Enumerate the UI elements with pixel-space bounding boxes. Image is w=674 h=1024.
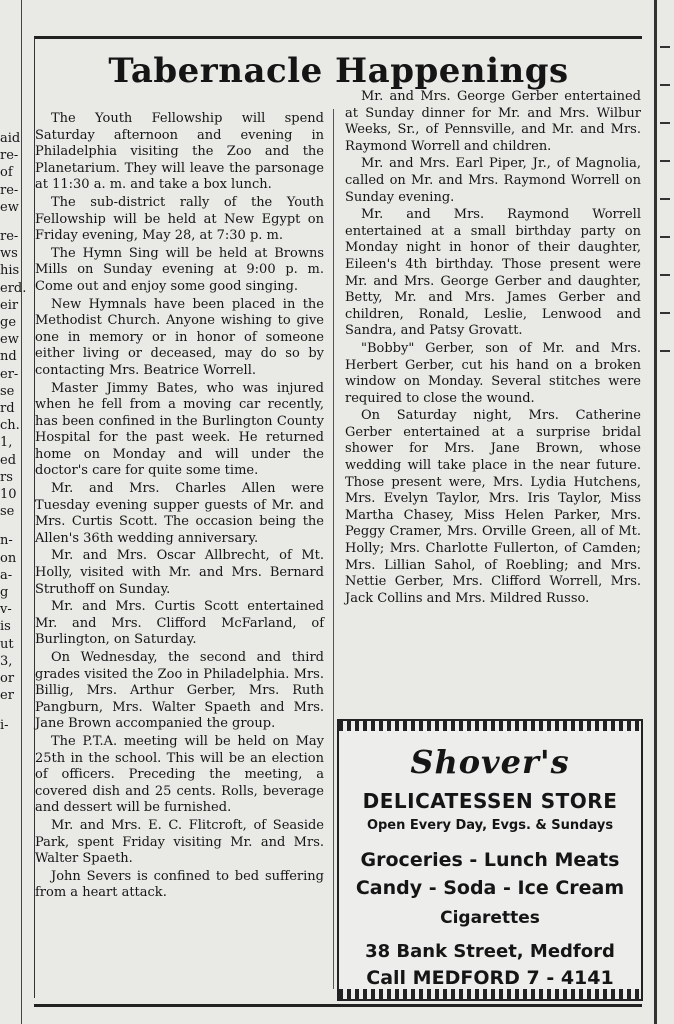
ad-store-name: Shover's [410, 743, 570, 781]
news-item: Mr. and Mrs. Earl Piper, Jr., of Magnolia, called on Mr. and Mrs. Raymond Worrell on Sunday evening. [345, 156, 641, 205]
ad-goods-line: Candy - Soda - Ice Cream [355, 877, 625, 899]
news-item: The Youth Fellowship will spend Saturday afternoon and evening in Philadelphia visiting the Zoo and the Planetarium. They will leave the parsonage at 11:30 a. m. and take a box lunch. [35, 111, 324, 193]
edge-fragment: se [0, 383, 15, 399]
edge-fragment: re- [0, 148, 19, 164]
edge-fragment: rd [0, 401, 15, 417]
edge-tick [660, 350, 670, 352]
edge-fragment: nd [0, 349, 17, 365]
edge-fragment: 10 [0, 487, 17, 503]
ad-phone: Call MEDFORD 7 - 4141 [366, 967, 614, 989]
news-item: On Wednesday, the second and third grades visited the Zoo in Philadelphia. Mrs. Billig, Mrs. Arthur Gerber, Mrs. Ruth Pangburn, Mrs. Walter Spaeth and Mrs. Jane Brown accompanied the group. [35, 650, 324, 732]
ad-store-type: DELICATESSEN STORE [362, 789, 618, 813]
news-item: The sub-district rally of the Youth Fellowship will be held at New Egypt on Friday evening, May 28, at 7:30 p. m. [35, 194, 324, 244]
news-item: John Severs is confined to bed suffering from a heart attack. [35, 868, 324, 901]
ad-hours: Open Every Day, Evgs. & Sundays [366, 818, 614, 833]
edge-fragment: ws [0, 246, 18, 262]
edge-fragment: re- [0, 182, 19, 198]
ad-border [339, 721, 641, 731]
left-column [35, 111, 324, 903]
news-item: Mr. and Mrs. E. C. Flitcroft, of Seaside Park, spent Friday visiting Mr. and Mrs. Walter Spaeth. [35, 817, 324, 867]
ad-border [339, 989, 641, 999]
column-divider [333, 109, 334, 989]
edge-fragment: ew [0, 332, 19, 348]
news-item: Mr. and Mrs. George Gerber entertained at Sunday dinner for Mr. and Mrs. Wilbur Weeks, Sr., of Pennsville, and Mr. and Mrs. Raymond Worrell and children. [345, 89, 641, 154]
news-item: The Hymn Sing will be held at Browns Mills on Sunday evening at 9:00 p. m. Come out and enjoy some good singing. [35, 245, 324, 294]
edge-fragment: ew [0, 199, 19, 215]
edge-fragment: ut [0, 636, 14, 652]
edge-fragment: or [0, 671, 15, 687]
edge-fragment: g [0, 585, 9, 601]
edge-fragment: er [0, 688, 14, 704]
edge-fragment: ed [0, 452, 17, 468]
news-item: Mr. and Mrs. Curtis Scott entertained Mr. and Mrs. Clifford McFarland, of Burlington, on Saturday. [35, 599, 324, 648]
bottom-rule [34, 1004, 642, 1007]
edge-fragment: ge [0, 315, 17, 331]
news-item: "Bobby" Gerber, son of Mr. and Mrs. Herbert Gerber, cut his hand on a broken window on Monday. Several stitches were required to close the wound. [345, 340, 641, 406]
edge-fragment: is [0, 619, 11, 635]
news-item: New Hymnals have been placed in the Methodist Church. Anyone wishing to give one in memory or in honor of someone either living or deceased, may do so by contacting Mrs. Beatrice Worrell. [35, 296, 324, 378]
edge-fragment [0, 216, 21, 228]
edge-fragment: 1, [0, 435, 13, 451]
edge-tick [660, 160, 670, 162]
page-edge-right [654, 0, 674, 1024]
edge-fragment: 3, [0, 653, 13, 669]
edge-fragment: on [0, 550, 17, 566]
news-item: Mr. and Mrs. Oscar Allbrecht, of Mt. Holly, visited with Mr. and Mrs. Bernard Struthoff on Sunday. [35, 548, 324, 597]
ad-address: 38 Bank Street, Medford [365, 941, 615, 962]
edge-fragment: er- [0, 366, 19, 382]
edge-tick [660, 312, 670, 314]
edge-fragment: n- [0, 533, 13, 549]
edge-fragment: re- [0, 229, 19, 245]
edge-tick [660, 84, 670, 86]
edge-fragment: se [0, 504, 15, 520]
edge-fragment: v- [0, 602, 12, 618]
news-item: Master Jimmy Bates, who was injured when he fell from a moving car recently, has been confined in the Burlington County Hospital for the past week. He returned home on Monday and will under the doctor's care for quite some time. [35, 380, 324, 479]
news-item: Mr. and Mrs. Raymond Worrell entertained at a small birthday party on Monday night in honor of their daughter, Eileen's 4th birthday. Those present were Mr. and Mrs. George Gerber and daughter, Betty, Mr. and Mrs. James Gerber and children, Ronald, Leslie, Lenwood and Sandra, and Patsy Grovatt. [345, 207, 641, 339]
news-item: Mr. and Mrs. Charles Allen were Tuesday evening supper guests of Mr. and Mrs. Curtis Scott. The occasion being the Allen's 36th wedding anniversary. [35, 481, 324, 546]
article-headline: Tabernacle Happenings [108, 51, 569, 91]
news-item: On Saturday night, Mrs. Catherine Gerber entertained at a surprise bridal shower for Mrs. Jane Brown, whose wedding will take place in the near future. Those present were, Mrs. Lydia Hutchens, Mrs. Evelyn Taylor, Mrs. Iris Taylor, Miss Martha Chasey, Miss Helen Parker, Mrs. Peggy Cramer, Mrs. Orville Green, all of Mt. Holly; Mrs. Charlotte Fullerton, of Camden; Mrs. Lillian Sahol, of Roebling; and Mrs. Nettie Gerber, Mrs. Clifford Worrell, Mrs. Jack Collins and Mrs. Mildred Russo. [345, 408, 641, 606]
edge-fragment: i- [0, 717, 9, 733]
edge-fragment: rs [0, 469, 13, 485]
edge-tick [660, 122, 670, 124]
edge-tick [660, 236, 670, 238]
ad-goods-line: Groceries - Lunch Meats [360, 849, 620, 871]
advertisement [337, 719, 643, 1001]
edge-fragment [0, 520, 21, 532]
edge-fragment: eir [0, 297, 19, 313]
news-item: The P.T.A. meeting will be held on May 25th in the school. This will be an election of officers. Preceding the meeting, a covered dish and 25 cents. Rolls, beverage and dessert will be furnished. [35, 733, 324, 816]
edge-fragment: ch. [0, 418, 20, 434]
edge-fragment: his [0, 263, 20, 279]
edge-fragment: erd. [0, 280, 27, 296]
edge-fragment: of [0, 165, 13, 181]
right-column [345, 89, 641, 608]
edge-tick [660, 198, 670, 200]
edge-fragment [0, 705, 21, 717]
edge-tick [660, 46, 670, 48]
edge-fragment: a- [0, 567, 13, 583]
edge-tick [660, 274, 670, 276]
adjacent-column-fragment [0, 0, 27, 1024]
article [34, 36, 642, 998]
edge-fragment: aid [0, 131, 21, 146]
ad-goods-line: Cigarettes [440, 908, 540, 928]
